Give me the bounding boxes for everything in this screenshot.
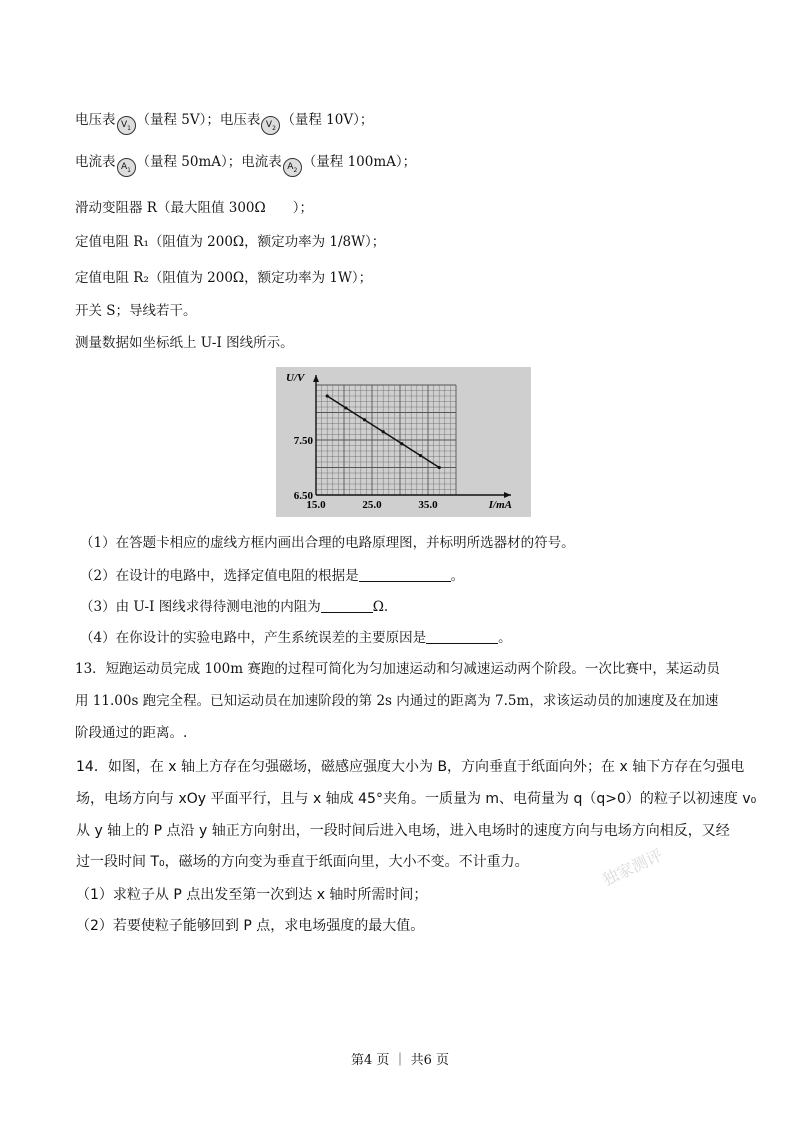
meter-sub: 1: [127, 166, 131, 174]
meter-sub: 2: [293, 166, 298, 174]
x-tick-label: 15.0: [306, 499, 326, 511]
voltmeter-icon: [117, 116, 136, 135]
resistor-r2-line: 定值电阻 R₂（阻值为 200Ω，额定功率为 1W）；: [75, 270, 373, 286]
answer-blank[interactable]: [321, 598, 373, 613]
meter-letter: A: [287, 162, 294, 172]
problem-14-line-3: 从 y 轴上的 P 点沿 y 轴正方向射出，一段时间后进入电场，进入电场时的速度方向与电场方向相反，又经: [76, 823, 730, 839]
y-tick-label: 6.50: [293, 490, 313, 502]
data-point: [382, 430, 385, 433]
data-point: [344, 406, 347, 409]
question-3-text: （3）由 U-I 图线求得待测电池的内阻为: [80, 599, 321, 615]
data-point: [438, 466, 441, 469]
question-2-text: （2）在设计的电路中，选择定值电阻的根据是: [80, 568, 359, 584]
question-2-end: 。: [450, 568, 465, 584]
x-tick-label: 35.0: [418, 499, 438, 511]
question-3-end: Ω.: [372, 599, 389, 615]
resistor-r1-line: 定值电阻 R₁（阻值为 200Ω，额定功率为 1/8W）；: [75, 234, 386, 250]
switch-line: 开关 S；导线若干。: [75, 303, 197, 319]
voltmeter-label: 电压表: [75, 112, 116, 128]
problem-14-line-6: （2）若要使粒子能够回到 P 点，求电场强度的最大值。: [76, 918, 425, 934]
problem-14-line-2: 场，电场方向与 xOy 平面平行，且与 x 轴成 45°夹角。一质量为 m、电荷量为 q（q>0）的粒子以初速度 v₀: [76, 791, 757, 807]
voltmeter-range: （量程 10V）；: [281, 112, 374, 128]
problem-14-line-1: 14．如图，在 x 轴上方存在匀强磁场，磁感应强度大小为 B，方向垂直于纸面向外；在 x 轴下方存在匀强电: [76, 759, 745, 775]
question-2: [80, 566, 464, 586]
x-axis-label: I/mA: [488, 499, 512, 511]
data-point: [326, 394, 329, 397]
voltmeter-line: [75, 110, 373, 135]
rheostat-line: 滑动变阻器 R（最大阻值 300Ω ）；: [75, 200, 313, 216]
ammeter-range: （量程 50mA）；电流表: [136, 154, 282, 170]
meter-letter: A: [121, 162, 128, 172]
x-tick-label: 25.0: [362, 499, 382, 511]
voltmeter-range: （量程 5V）；电压表: [136, 112, 261, 128]
question-4: [80, 628, 512, 648]
meter-sub: 1: [127, 124, 131, 132]
ammeter-line: [75, 152, 416, 177]
question-1: （1）在答题卡相应的虚线方框内画出合理的电路原理图，并标明所选器材的符号。: [80, 535, 575, 551]
data-point: [400, 442, 403, 445]
problem-14-line-5: （1）求粒子从 P 点出发至第一次到达 x 轴时所需时间；: [76, 887, 428, 903]
data-point: [419, 454, 422, 457]
problem-13-line-2: 用 11.00s 跑完全程。已知运动员在加速阶段的第 2s 内通过的距离为 7.5m，求该运动员的加速度及在加速: [75, 693, 719, 709]
watermark: 独家测评: [599, 845, 666, 890]
data-point: [363, 418, 366, 421]
question-4-end: 。: [498, 630, 512, 646]
voltmeter-icon: [261, 116, 280, 135]
y-axis-label: U/V: [286, 372, 305, 384]
page-footer: 第4 页 ｜ 共6 页: [350, 1053, 450, 1068]
meter-sub: 2: [272, 124, 276, 132]
answer-blank[interactable]: [426, 629, 498, 644]
question-3: [80, 597, 388, 617]
meter-letter: V: [121, 120, 128, 130]
measure-line: 测量数据如坐标纸上 U-I 图线所示。: [75, 335, 294, 351]
ammeter-icon: [283, 158, 302, 177]
problem-13-line-1: 13．短跑运动员完成 100m 赛跑的过程可简化为匀加速运动和匀减速运动两个阶段。一次比赛中，某运动员: [75, 661, 720, 677]
answer-blank[interactable]: [359, 567, 451, 582]
problem-13-line-3: 阶段通过的距离。.: [75, 725, 188, 741]
ammeter-range: （量程 100mA）；: [302, 154, 417, 170]
question-4-text: （4）在你设计的实验电路中，产生系统误差的主要原因是: [80, 630, 427, 646]
u-i-chart: [276, 367, 531, 517]
y-tick-label: 7.50: [293, 435, 313, 447]
problem-14-line-4: 过一段时间 T₀，磁场的方向变为垂直于纸面向里，大小不变。不计重力。: [76, 854, 529, 870]
ammeter-icon: [117, 158, 136, 177]
ammeter-label: 电流表: [75, 154, 116, 170]
meter-letter: V: [265, 120, 273, 130]
